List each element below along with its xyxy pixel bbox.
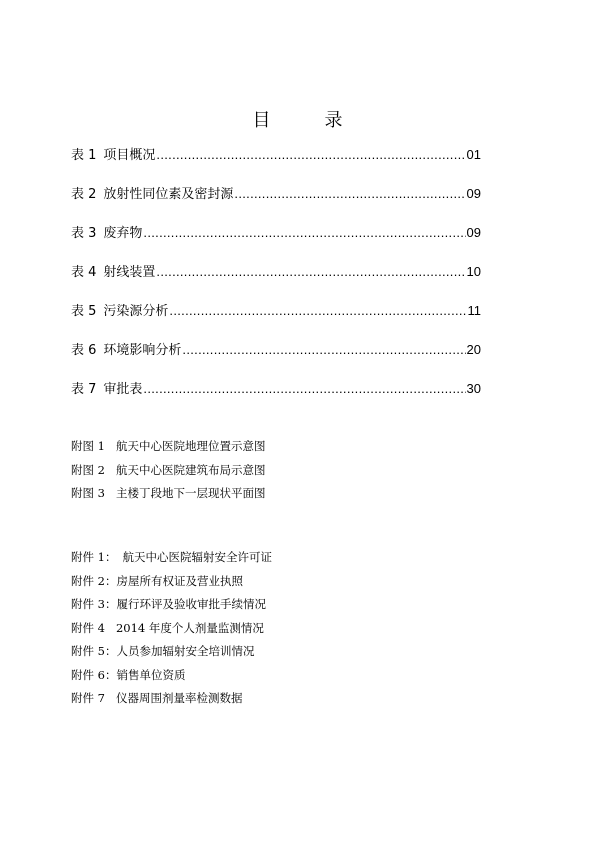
- toc-entry-number: 表 4: [71, 265, 97, 280]
- attachment-item[interactable]: [71, 690, 272, 714]
- figure-item[interactable]: [71, 462, 266, 486]
- toc-entry-title: 污染源分析: [103, 304, 169, 319]
- attachment-tag: 附件 7: [71, 691, 105, 705]
- toc-leader-dots: [143, 381, 465, 396]
- toc-entry-page: 01: [466, 147, 481, 162]
- toc-entry-title: 放射性同位素及密封源: [103, 187, 234, 202]
- page-title: 目 录: [252, 110, 361, 131]
- toc-entry-title: 审批表: [103, 382, 143, 397]
- toc-entry[interactable]: [71, 339, 481, 378]
- toc-entry[interactable]: [71, 261, 481, 300]
- toc-entry-page: 20: [466, 342, 481, 357]
- attachment-text: 履行环评及验收审批手续情况: [116, 597, 266, 611]
- toc-entry-title: 环境影响分析: [103, 343, 182, 358]
- toc-entry-page: 09: [466, 186, 481, 201]
- attachment-tag: 附件 5：: [71, 644, 117, 658]
- figure-tag: 附图 3: [71, 486, 105, 500]
- figure-item[interactable]: [71, 438, 266, 462]
- attachment-item[interactable]: [71, 549, 272, 573]
- toc-leader-dots: [156, 147, 465, 162]
- toc-entry-title: 项目概况: [103, 148, 156, 163]
- attachment-item[interactable]: [71, 596, 272, 620]
- attachment-item[interactable]: [71, 643, 272, 667]
- toc-leader-dots: [169, 303, 466, 318]
- attachment-item[interactable]: [71, 620, 272, 644]
- toc-entry-page: 11: [467, 303, 481, 318]
- attachment-tag: 附件 1：: [71, 550, 117, 564]
- attachment-text: 人员参加辐射安全培训情况: [116, 644, 255, 658]
- attachment-tag: 附件 6：: [71, 667, 117, 682]
- toc-entry[interactable]: [71, 378, 481, 417]
- toc-entry-page: 30: [466, 381, 481, 396]
- attachment-list: [71, 549, 272, 714]
- figure-list: [71, 438, 266, 509]
- figure-text: 航天中心医院地理位置示意图: [116, 439, 266, 453]
- attachment-text: 航天中心医院辐射安全许可证: [122, 550, 272, 564]
- attachment-item[interactable]: [71, 667, 272, 691]
- attachment-text: 房屋所有权证及营业执照: [116, 573, 243, 588]
- attachment-tag: 附件 4: [71, 620, 105, 635]
- figure-tag: 附图 1: [71, 439, 105, 453]
- toc-leader-dots: [182, 342, 465, 357]
- toc-entry[interactable]: [71, 183, 481, 222]
- figure-text: 航天中心医院建筑布局示意图: [116, 462, 266, 477]
- attachment-text: 销售单位资质: [116, 667, 186, 682]
- attachment-tag: 附件 2：: [71, 573, 117, 588]
- toc-entry-number: 表 5: [71, 304, 97, 319]
- toc-entry-number: 表 2: [71, 187, 97, 202]
- attachment-item[interactable]: [71, 573, 272, 597]
- figure-text: 主楼丁段地下一层现状平面图: [116, 486, 266, 500]
- attachment-tag: 附件 3：: [71, 597, 117, 611]
- attachment-text: 2014 年度个人剂量监测情况: [115, 620, 264, 635]
- toc-entry-number: 表 3: [71, 226, 97, 241]
- attachment-text: 仪器周围剂量率检测数据: [115, 691, 243, 705]
- toc-leader-dots: [234, 186, 465, 201]
- toc-entry-number: 表 6: [71, 343, 97, 358]
- table-of-contents: [71, 144, 481, 417]
- toc-entry-number: 表 1: [71, 148, 97, 163]
- toc-entry-title: 射线装置: [103, 265, 156, 280]
- toc-entry[interactable]: [71, 144, 481, 183]
- toc-entry-page: 10: [466, 264, 481, 279]
- figure-tag: 附图 2: [71, 462, 105, 477]
- toc-entry[interactable]: [71, 222, 481, 261]
- figure-item[interactable]: [71, 485, 266, 509]
- toc-entry-number: 表 7: [71, 382, 97, 397]
- toc-entry-page: 09: [466, 225, 481, 240]
- toc-entry-title: 废弃物: [103, 226, 143, 241]
- toc-leader-dots: [156, 264, 465, 279]
- toc-leader-dots: [143, 225, 465, 240]
- toc-entry[interactable]: [71, 300, 481, 339]
